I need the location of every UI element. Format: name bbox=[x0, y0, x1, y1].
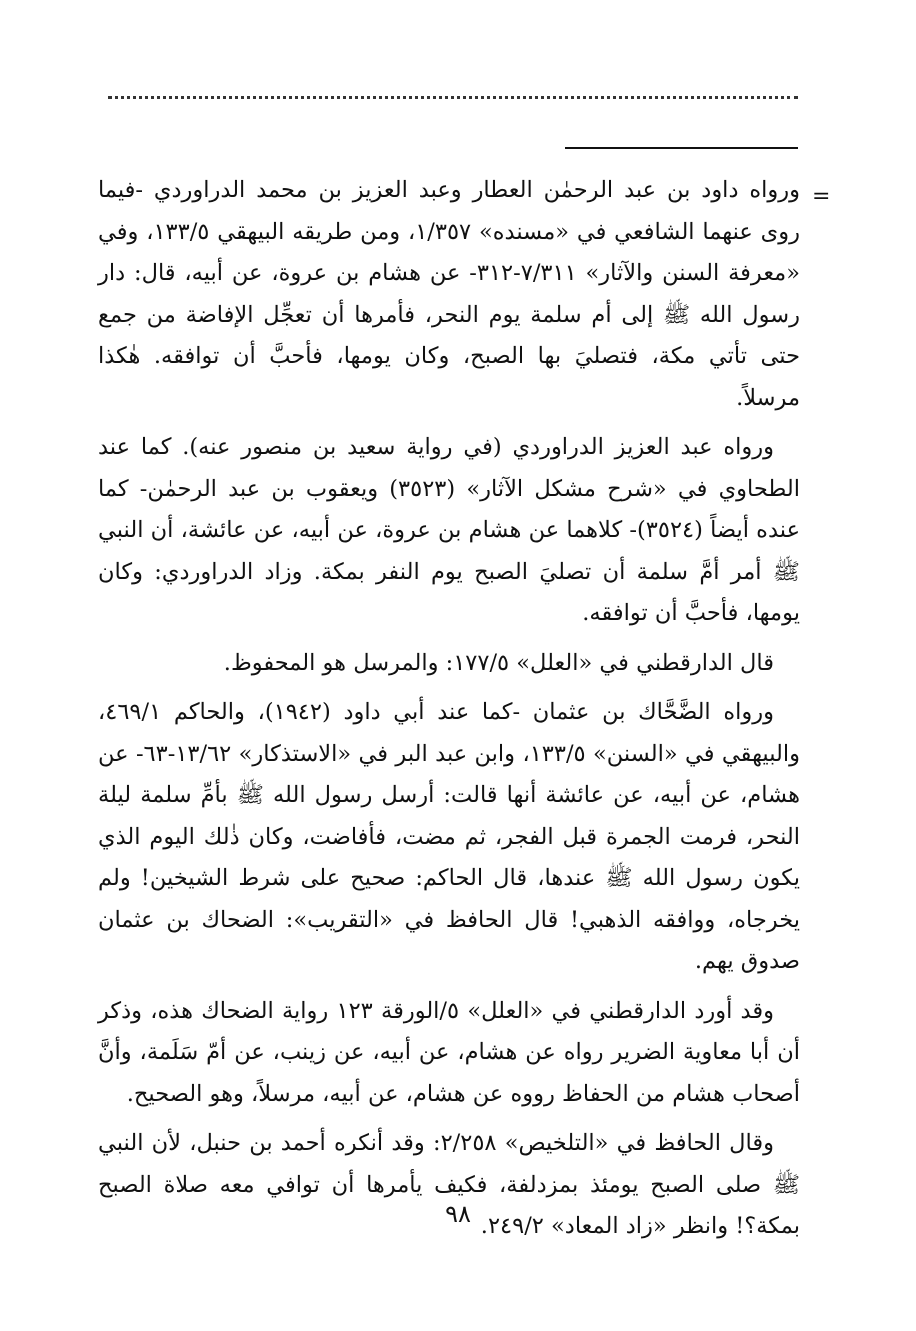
dotted-separator bbox=[108, 96, 798, 99]
paragraph: ورواه الضَّحَّاك بن عثمان -كما عند أبي داود (١٩٤٢)، والحاكم ٤٦٩/١، والبيهقي في «السنن» ١٣٣/٥، وابن عبد البر في «الاستذكار» ١٣/٦٢-٦٣- عن هشام، عن أبيه، عن عائشة أنها قالت: أرسل رسول الله ﷺ بأمِّ سلمة ليلة النحر، فرمت الجمرة قبل الفجر، ثم مضت، فأفاضت، وكان ذٰلك اليوم الذي يكون رسول الله ﷺ عندها، قال الحاكم: صحيح على شرط الشيخين! ولم يخرجاه، ووافقه الذهبي! قال الحافظ في «التقريب»: الضحاك بن عثمان صدوق يهم. bbox=[98, 699, 800, 974]
page-number: ٩٨ bbox=[445, 1200, 471, 1228]
footnote-body bbox=[98, 170, 800, 1256]
footnote-rule bbox=[565, 147, 798, 149]
continuation-mark: = bbox=[812, 184, 831, 209]
paragraph: قال الدارقطني في «العلل» ١٧٧/٥: والمرسل هو المحفوظ. bbox=[223, 649, 774, 676]
paragraph: ورواه عبد العزيز الدراوردي (في رواية سعيد بن منصور عنه). كما عند الطحاوي في «شرح مشكل الآثار» (٣٥٢٣) ويعقوب بن عبد الرحمٰن- كما عنده أيضاً (٣٥٢٤)- كلاهما عن هشام بن عروة، عن أبيه، عن عائشة، أن النبي ﷺ أمر أمَّ سلمة أن تصليَ الصبح يوم النفر بمكة. وزاد الدراوردي: وكان يومها، فأحبَّ أن توافقه. bbox=[98, 434, 800, 626]
paragraph: وقال الحافظ في «التلخيص» ٢/٢٥٨: وقد أنكره أحمد بن حنبل، لأن النبي ﷺ صلى الصبح يومئذ بمزدلفة، فكيف يأمرها أن توافي معه صلاة الصبح بمكة؟! وانظر «زاد المعاد» ٢٤٩/٢. bbox=[98, 1130, 800, 1239]
paragraph: وقد أورد الدارقطني في «العلل» ٥/الورقة ١٢٣ رواية الضحاك هذه، وذكر أن أبا معاوية الضرير رواه عن هشام، عن أبيه، عن زينب، عن أمّ سَلَمة، وأنَّ أصحاب هشام من الحفاظ رووه عن هشام، عن أبيه، مرسلاً، وهو الصحيح. bbox=[98, 997, 800, 1107]
paragraph: ورواه داود بن عبد الرحمٰن العطار وعبد العزيز بن محمد الدراوردي -فيما روى عنهما الشافعي في «مسنده» ١/٣٥٧، ومن طريقه البيهقي ١٣٣/٥، وفي «معرفة السنن والآثار» ٧/٣١١-٣١٢- عن هشام بن عروة، عن أبيه، قال: دار رسول الله ﷺ إلى أم سلمة يوم النحر، فأمرها أن تعجِّل الإفاضة من جمع حتى تأتي مكة، فتصليَ بها الصبح، وكان يومها، فأحبَّ أن توافقه. هٰكذا مرسلاً. bbox=[98, 177, 800, 411]
